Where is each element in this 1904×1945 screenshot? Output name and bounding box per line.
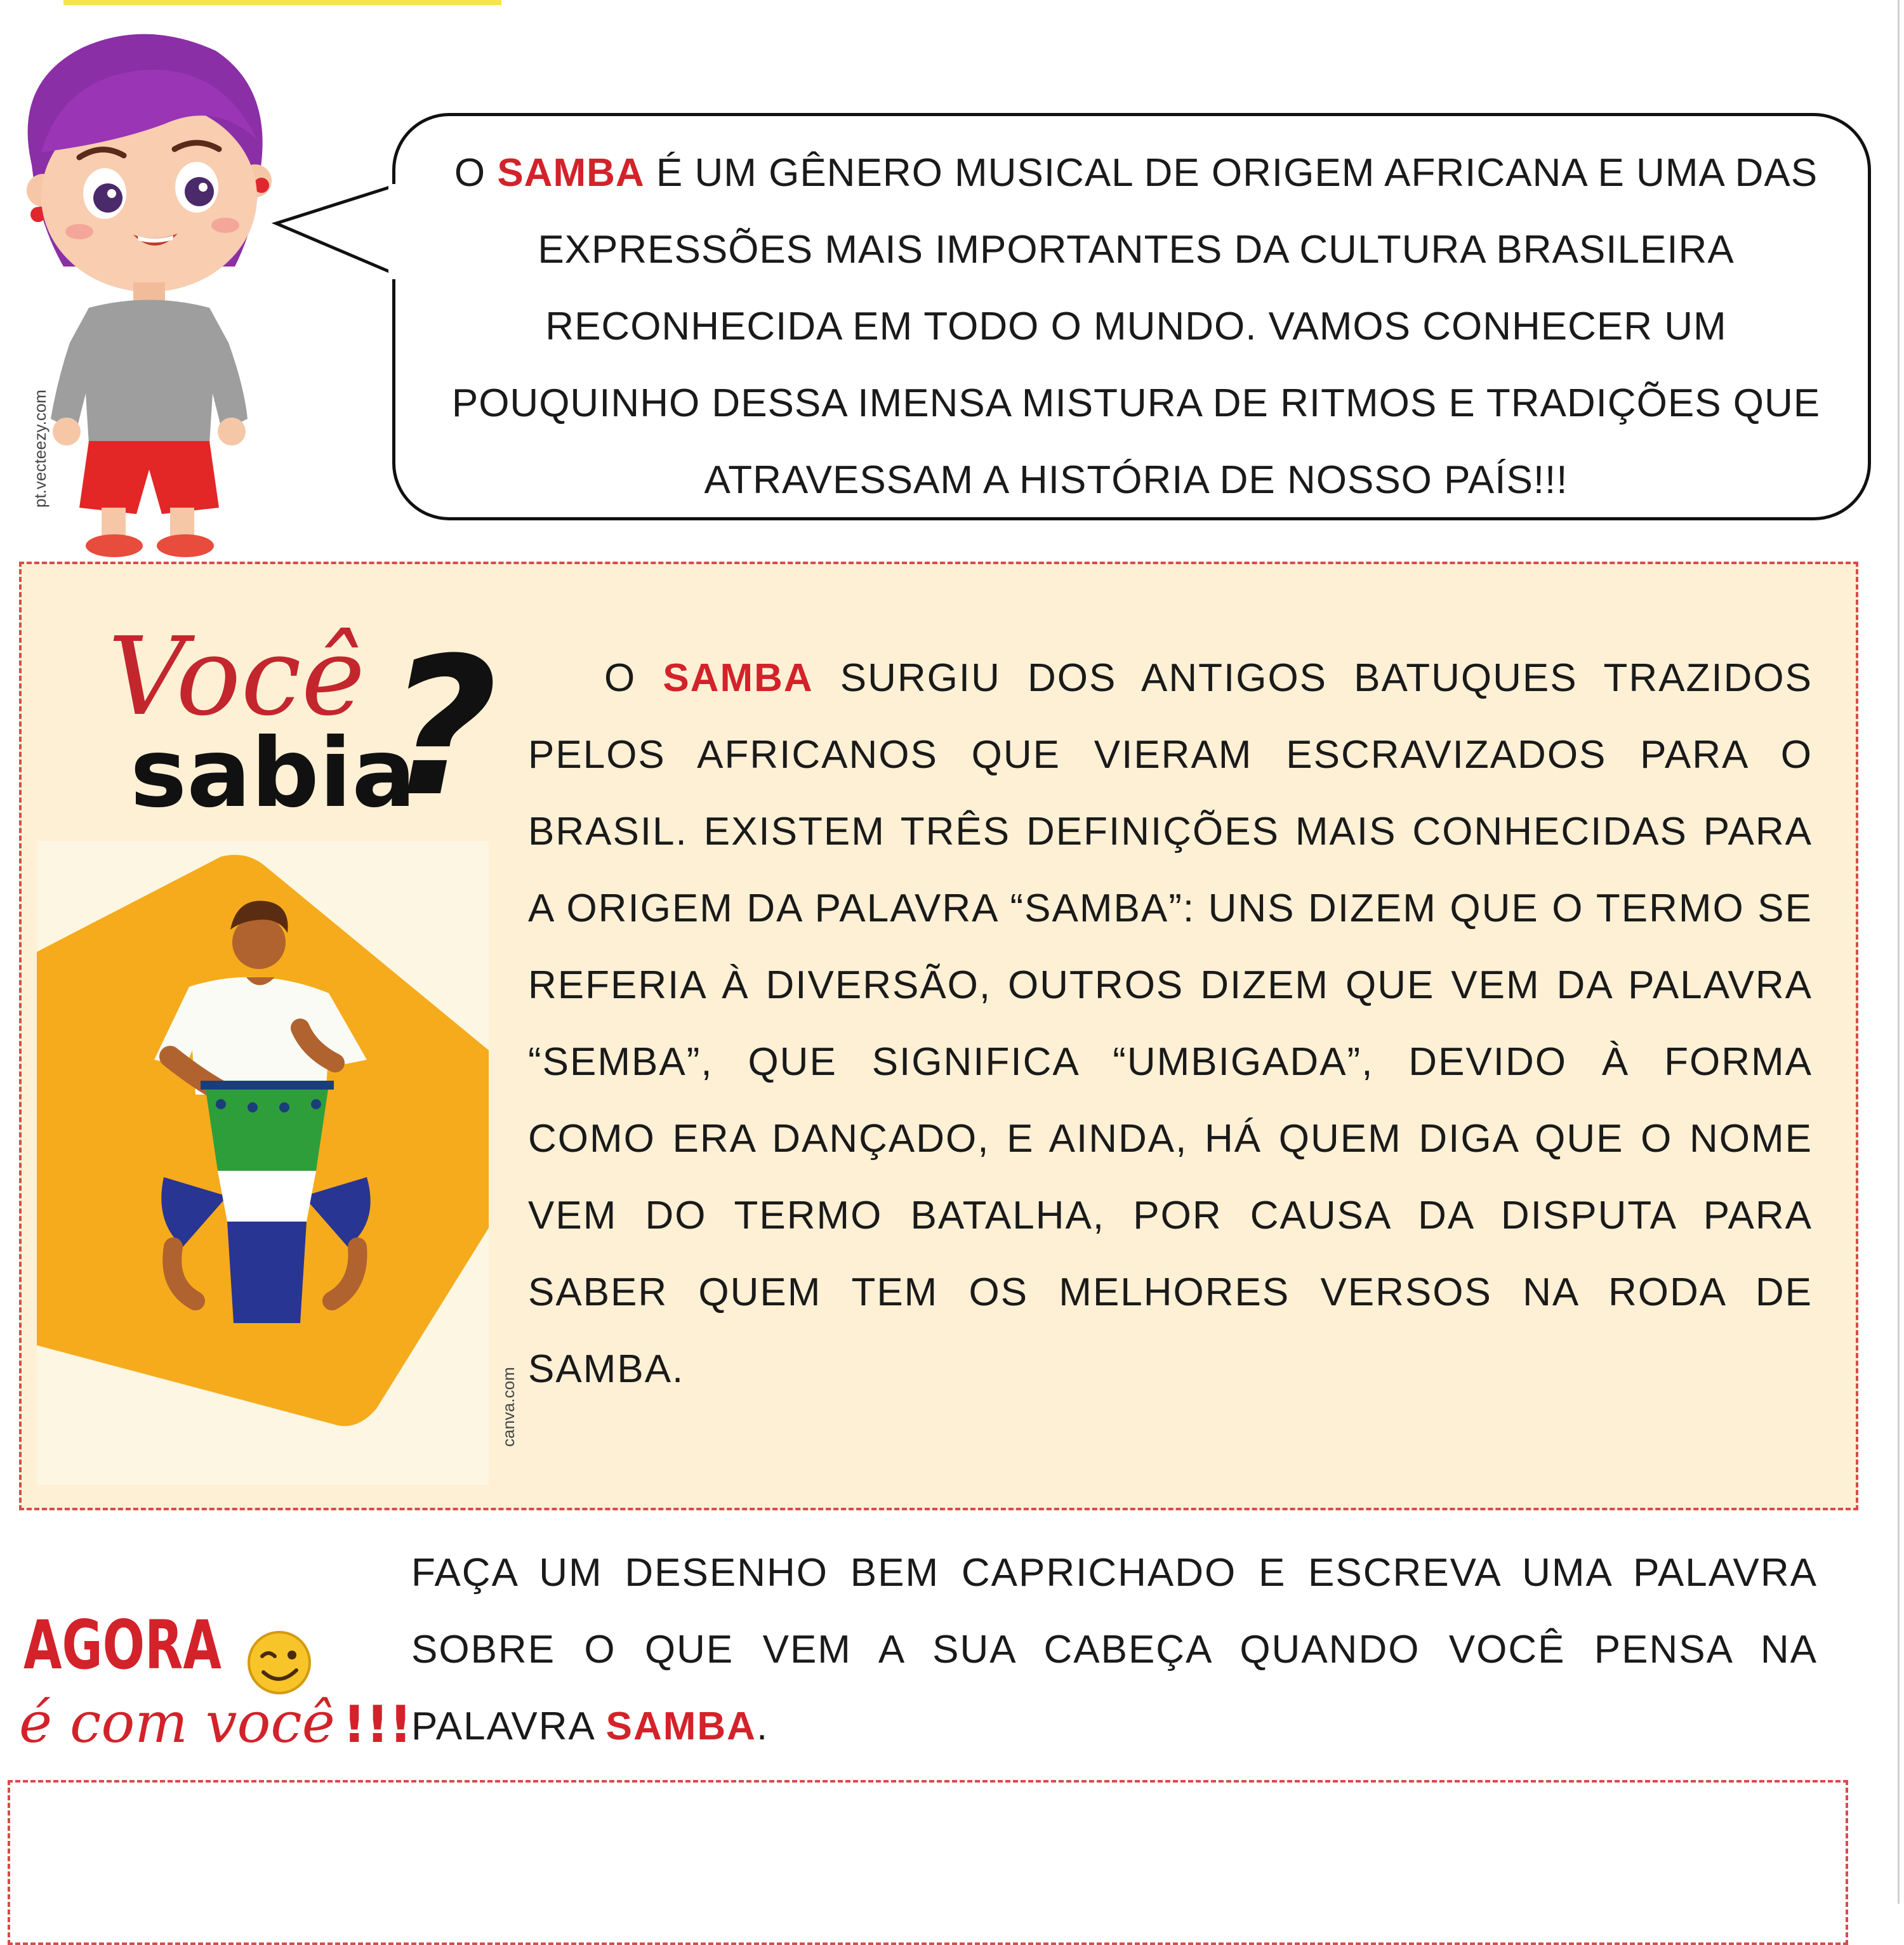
activity-instructions xyxy=(411,1534,1818,1765)
bubble-tail-joint xyxy=(388,181,401,282)
bubble-text-rest: É UM GÊNERO MUSICAL DE ORIGEM AFRICANA E UMA DAS EXPRESSÕES MAIS IMPORTANTES DA CULTURA BRASILEIRA RECONHECIDA EM TODO O MUNDO. VAMOS CONHECER UM POUQUINHO DESSA IMENSA MISTURA DE RITMOS E TRADIÇÕES QUE ATRAVESSAM A HISTÓRIA DE NOSSO PAÍS!!! xyxy=(451,151,1821,502)
wink-emoji-icon xyxy=(249,1632,310,1693)
voce-sabia-line2: sabia xyxy=(130,718,416,829)
fact-samba-highlight: SAMBA xyxy=(663,656,814,700)
activity-samba-highlight: SAMBA xyxy=(605,1704,757,1748)
drawing-area[interactable] xyxy=(8,1780,1848,1945)
image-credit-vecteezy: pt.vecteezy.com xyxy=(30,390,50,508)
agora-e-com-voce-badge xyxy=(13,1599,413,1758)
e-com-voce-text: é com você xyxy=(19,1690,335,1755)
image-credit-canva: canva.com xyxy=(499,1367,518,1447)
voce-sabia-line1: Você xyxy=(108,614,366,740)
activity-text-prefix: FAÇA UM DESENHO BEM CAPRICHADO E ESCREVA UMA PALAVRA SOBRE O QUE VEM A SUA CABEÇA QUANDO VOCÊ PENSA NA PALAVRA xyxy=(411,1551,1818,1748)
agora-text: AGORA xyxy=(23,1606,221,1685)
badge-exclamations: !!! xyxy=(343,1695,413,1754)
bubble-text-prefix: O xyxy=(454,151,498,195)
voce-sabia-title xyxy=(102,603,498,838)
speech-bubble-tail xyxy=(273,171,400,286)
page-edge-line xyxy=(1898,0,1900,1904)
top-yellow-strip xyxy=(63,0,501,5)
samba-drummer-illustration xyxy=(37,841,489,1485)
bubble-intro-text xyxy=(432,135,1841,518)
fact-text-prefix: O xyxy=(604,656,663,700)
activity-text-suffix: . xyxy=(756,1704,769,1748)
fact-paragraph xyxy=(528,640,1813,1408)
voce-sabia-question-mark: ? xyxy=(387,617,498,838)
bubble-samba-highlight: SAMBA xyxy=(497,151,645,195)
fact-text-rest: SURGIU DOS ANTIGOS BATUQUES TRAZIDOS PELOS AFRICANOS QUE VIERAM ESCRAVIZADOS PARA O BRASIL. EXISTEM TRÊS DEFINIÇÕES MAIS CONHECIDAS PARA A ORIGEM DA PALAVRA “SAMBA”: UNS DIZEM QUE O TERMO SE REFERIA À DIVERSÃO, OUTROS DIZEM QUE VEM DA PALAVRA “SEMBA”, QUE SIGNIFICA “UMBIGADA”, DEVIDO À FORMA COMO ERA DANÇADO, E AINDA, HÁ QUEM DIGA QUE O NOME VEM DO TERMO BATALHA, POR CAUSA DA DISPUTA PARA SABER QUEM TEM OS MELHORES VERSOS NA RODA DE SAMBA. xyxy=(528,656,1813,1391)
